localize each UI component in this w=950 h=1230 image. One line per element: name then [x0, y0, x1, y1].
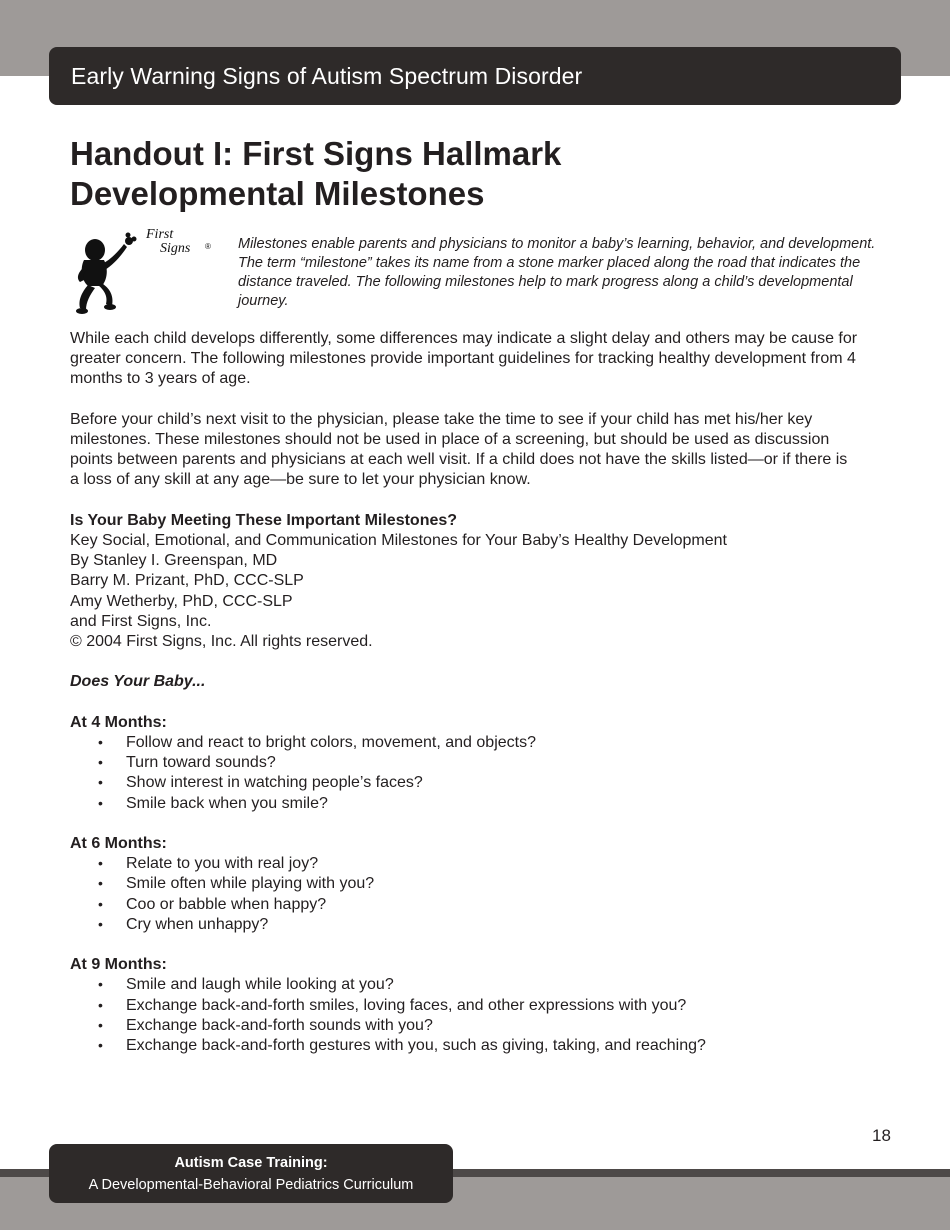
footer-subtitle: A Developmental-Behavioral Pediatrics Curriculum	[88, 1177, 414, 1193]
page-number: 18	[872, 1126, 891, 1145]
list-item: • Exchange back-and-forth gestures with you, such as giving, taking, and reaching?	[98, 1036, 860, 1056]
credits-line: Amy Wetherby, PhD, CCC-SLP	[70, 592, 293, 610]
logo-registered: ®	[205, 242, 211, 251]
header-title: Early Warning Signs of Autism Spectrum Disorder	[71, 62, 583, 89]
logo-text-signs: Signs	[160, 241, 191, 256]
page-title-line1: Handout I: First Signs Hallmark	[70, 135, 562, 172]
list-item: • Smile back when you smile?	[98, 794, 860, 814]
milestone-section-9-months	[70, 955, 860, 1056]
body-text	[70, 329, 860, 1076]
milestone-list	[70, 854, 860, 935]
credits-line: Barry M. Prizant, PhD, CCC-SLP	[70, 572, 304, 590]
paragraph-1: While each child develops differently, some differences may indicate a slight delay and others may be cause for greater concern. The following milestones provide important guidelines for tracking healthy development from 4 months to 3 years of age.	[70, 330, 858, 388]
header-bar	[49, 47, 901, 105]
credits-line: By Stanley I. Greenspan, MD	[70, 552, 278, 570]
page-title-line2: Developmental Milestones	[70, 175, 485, 212]
section-title: At 6 Months:	[70, 835, 167, 852]
list-item: • Show interest in watching people’s faces?	[98, 773, 860, 793]
list-item: • Relate to you with real joy?	[98, 854, 860, 874]
list-item: • Exchange back-and-forth smiles, loving faces, and other expressions with you?	[98, 996, 860, 1016]
footer-title: Autism Case Training:	[174, 1155, 328, 1171]
milestone-section-6-months	[70, 834, 860, 935]
paragraph-2: Before your child’s next visit to the physician, please take the time to see if your child has met his/her key milestones. These milestones should not be used in place of a screening, but should be used as discussion points between parents and physicians at each well visit. If a child does not have the skills listed—or if there is a loss of any skill at any age—be sure to let your physician know.	[70, 410, 848, 489]
list-item: • Smile and laugh while looking at you?	[98, 975, 860, 995]
logo-text-first: First	[146, 227, 174, 242]
credits-line: and First Signs, Inc.	[70, 612, 212, 630]
list-item: • Coo or babble when happy?	[98, 895, 860, 915]
list-item: • Turn toward sounds?	[98, 753, 860, 773]
list-item: • Smile often while playing with you?	[98, 874, 860, 894]
credits	[70, 511, 860, 652]
does-your-baby-heading: Does Your Baby...	[70, 673, 206, 691]
credits-line: © 2004 First Signs, Inc. All rights reserved.	[70, 633, 373, 651]
milestone-list	[70, 975, 860, 1056]
credits-line: Key Social, Emotional, and Communication Milestones for Your Baby’s Healthy Development	[70, 532, 727, 549]
milestone-list	[70, 733, 860, 814]
footer-box	[49, 1144, 453, 1203]
section-title: At 9 Months:	[70, 956, 167, 974]
page-title	[70, 134, 710, 214]
intro-text: Milestones enable parents and physicians to monitor a baby’s learning, behavior, and development. The term “milestone” takes its name from a stone marker placed along the road that indicates the distance traveled. The following milestones help to mark progress along a child’s developmental journey.	[238, 236, 876, 309]
first-signs-logo	[68, 222, 218, 322]
credits-heading: Is Your Baby Meeting These Important Milestones?	[70, 511, 458, 529]
list-item: • Follow and react to bright colors, movement, and objects?	[98, 733, 860, 753]
milestone-section-4-months	[70, 713, 860, 814]
list-item: • Exchange back-and-forth sounds with you?	[98, 1016, 860, 1036]
list-item: • Cry when unhappy?	[98, 915, 860, 935]
section-title: At 4 Months:	[70, 713, 167, 731]
